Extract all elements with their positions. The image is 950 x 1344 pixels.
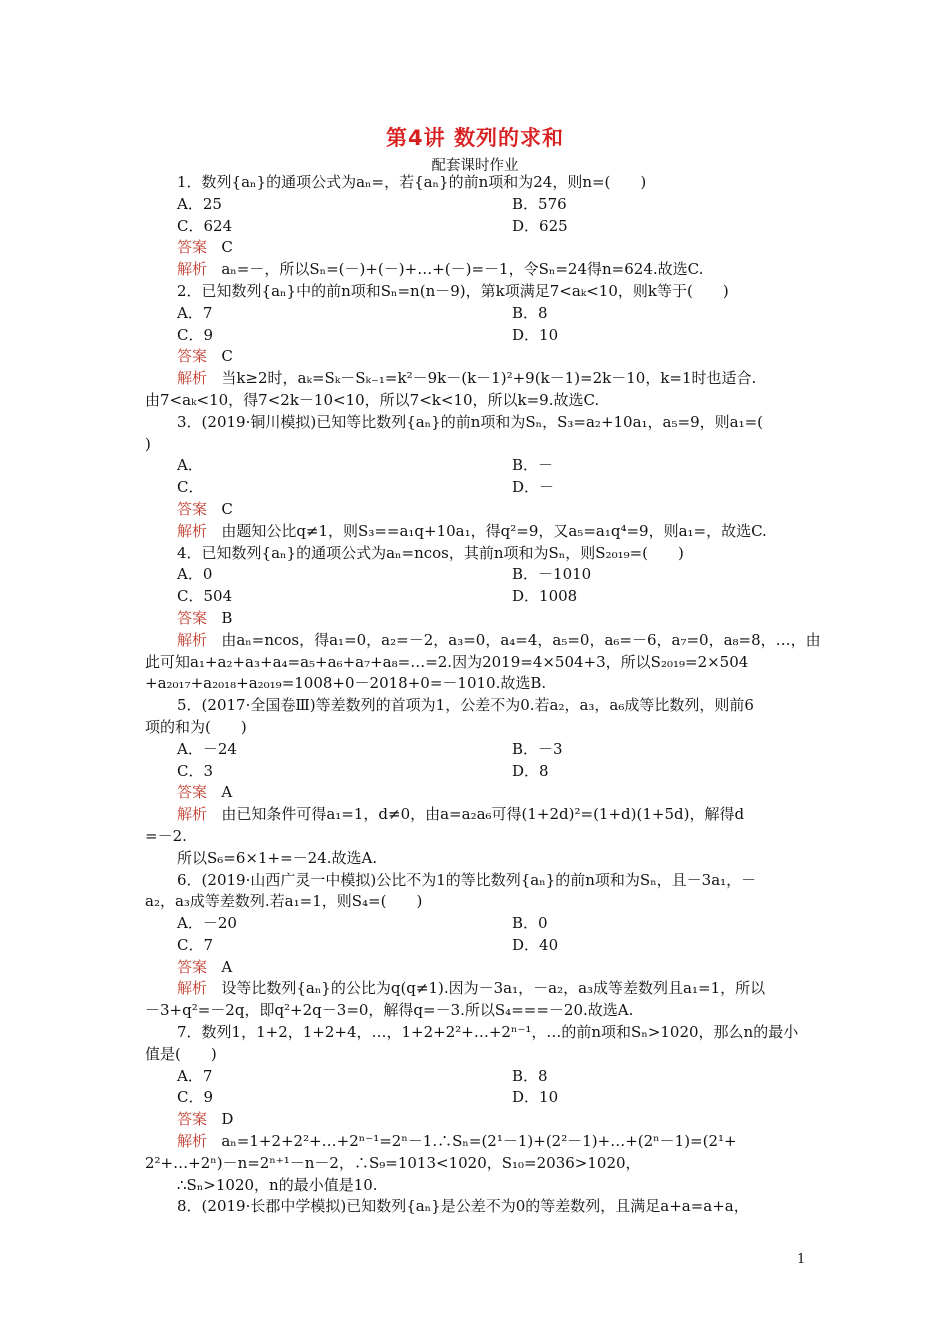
answer-line <box>145 957 807 979</box>
page-subtitle: 配套课时作业 <box>431 158 519 174</box>
analysis-text: aₙ=1+2+2²+…+2ⁿ⁻¹=2ⁿ－1.∴Sₙ=(2¹－1)+(2²－1)+…+(2ⁿ－1)=(2¹+ <box>221 1132 737 1151</box>
answer-line <box>145 346 807 368</box>
question-line <box>145 281 807 303</box>
analysis-line <box>145 259 807 281</box>
question-line <box>145 172 807 194</box>
answer-label: 答案 <box>177 1110 208 1129</box>
answer-line <box>145 608 807 630</box>
option-left: A．7 <box>177 303 213 322</box>
option-right: B．－3 <box>512 739 563 758</box>
answer-text: C <box>221 499 233 518</box>
line-text: 值是( ) <box>145 1044 217 1063</box>
answer-label: 答案 <box>177 957 208 976</box>
continuation-line <box>145 652 807 674</box>
continuation-line <box>145 717 807 739</box>
analysis-label: 解析 <box>177 805 208 824</box>
option-row <box>145 586 807 608</box>
line-text: 项的和为( ) <box>145 717 247 736</box>
exercise-content <box>145 172 821 1218</box>
analysis-line <box>145 1131 807 1153</box>
line-text: 5．(2017·全国卷Ⅲ)等差数列的首项为1，公差不为0.若a₂，a₃，a₆成等比数列，则前6 <box>177 696 754 715</box>
option-row <box>145 761 807 783</box>
answer-line <box>145 499 807 521</box>
option-row <box>145 303 807 325</box>
line-text: －3+q²=－2q，即q²+2q－3=0，解得q=－3.所以S₄===－20.故选A. <box>145 1001 634 1020</box>
answer-text: B <box>221 608 233 627</box>
line-text: 4．已知数列{aₙ}的通项公式为aₙ=ncos，其前n项和为Sₙ，则S₂₀₁₉=( ) <box>177 543 684 562</box>
option-row <box>145 913 807 935</box>
continuation-line <box>145 673 807 695</box>
option-right: D．1008 <box>512 587 578 606</box>
answer-label: 答案 <box>177 238 208 257</box>
question-line <box>145 412 807 434</box>
line-text: 8．(2019·长郡中学模拟)已知数列{aₙ}是公差不为0的等差数列，且满足a+a=a+a， <box>177 1197 749 1216</box>
option-left: C．624 <box>177 216 233 235</box>
analysis-label: 解析 <box>177 369 208 388</box>
analysis-text: 由已知条件可得a₁=1，d≠0，由a=a₂a₆可得(1+2d)²=(1+d)(1+5d)，解得d <box>221 805 745 824</box>
option-right: D．625 <box>512 216 568 235</box>
answer-label: 答案 <box>177 499 208 518</box>
option-right: B．－1010 <box>512 565 592 584</box>
continuation-line <box>145 826 807 848</box>
option-right: B．576 <box>512 194 567 213</box>
question-line <box>145 848 807 870</box>
line-text: =－2. <box>145 826 187 845</box>
option-right: D．10 <box>512 1088 559 1107</box>
option-row <box>145 1087 807 1109</box>
option-row <box>145 477 807 499</box>
analysis-line <box>145 521 807 543</box>
analysis-label: 解析 <box>177 521 208 540</box>
page-number: 1 <box>797 1252 806 1267</box>
option-right: B．8 <box>512 303 548 322</box>
line-text: 此可知a₁+a₂+a₃+a₄=a₅+a₆+a₇+a₈=…=2.因为2019=4×504+3，所以S₂₀₁₉=2×504 <box>145 652 749 671</box>
question-line <box>145 1196 807 1218</box>
option-left: A．25 <box>177 194 222 213</box>
line-text: +a₂₀₁₇+a₂₀₁₈+a₂₀₁₉=1008+0－2018+0=－1010.故选B. <box>145 674 547 693</box>
option-right: D．10 <box>512 325 559 344</box>
option-left: A．0 <box>177 565 213 584</box>
answer-text: A <box>221 957 233 976</box>
option-left: C．504 <box>177 587 233 606</box>
option-row <box>145 325 807 347</box>
answer-text: A <box>221 783 233 802</box>
analysis-line <box>145 804 807 826</box>
option-row <box>145 455 807 477</box>
answer-label: 答案 <box>177 783 208 802</box>
option-row <box>145 1066 807 1088</box>
question-line <box>145 870 807 892</box>
answer-text: D <box>221 1110 234 1129</box>
line-text: 6．(2019·山西广灵一中模拟)公比不为1的等比数列{aₙ}的前n项和为Sₙ，且－3a₁，－ <box>177 870 757 889</box>
answer-text: C <box>221 238 233 257</box>
line-text: 7．数列1，1+2，1+2+4，…，1+2+2²+…+2ⁿ⁻¹，…的前n项和Sₙ>1020，那么n的最小 <box>177 1023 799 1042</box>
option-left: C．3 <box>177 761 214 780</box>
analysis-label: 解析 <box>177 979 208 998</box>
line-text: 2²+…+2ⁿ)－n=2ⁿ⁺¹－n－2，∴S₉=1013<1020，S₁₀=2036>1020， <box>145 1153 641 1172</box>
continuation-line <box>145 1044 807 1066</box>
option-left: C．7 <box>177 935 214 954</box>
analysis-label: 解析 <box>177 1132 208 1151</box>
question-line <box>145 1175 807 1197</box>
continuation-line <box>145 891 807 913</box>
analysis-line <box>145 630 821 652</box>
page-title: 第4讲 数列的求和 <box>386 126 564 150</box>
line-text: 2．已知数列{aₙ}中的前n项和Sₙ=n(n－9)，第k项满足7<aₖ<10，则k等于( ) <box>177 281 729 300</box>
analysis-text: 由aₙ=ncos，得a₁=0，a₂=－2，a₃=0，a₄=4，a₅=0，a₆=－6，a₇=0，a₈=8，…，由 <box>221 630 821 649</box>
option-left: C． <box>177 478 204 497</box>
option-right: B．8 <box>512 1066 548 1085</box>
option-right: D．8 <box>512 761 549 780</box>
option-left: C．9 <box>177 325 214 344</box>
line-text: ) <box>145 434 151 453</box>
analysis-text: 由题知公比q≠1，则S₃==a₁q+10a₁，得q²=9，又a₅=a₁q⁴=9，则a₁=，故选C. <box>221 521 767 540</box>
continuation-line <box>145 390 807 412</box>
option-row <box>145 216 807 238</box>
option-row <box>145 739 807 761</box>
continuation-line <box>145 1000 807 1022</box>
option-left: A．－24 <box>177 739 237 758</box>
line-text: 1．数列{aₙ}的通项公式为aₙ=，若{aₙ}的前n项和为24，则n=( ) <box>177 173 647 191</box>
line-text: 由7<aₖ<10，得7<2k－10<10，所以7<k<10，所以k=9.故选C. <box>145 390 600 409</box>
analysis-text: 设等比数列{aₙ}的公比为q(q≠1).因为－3a₁，－a₂，a₃成等差数列且a₁=1，所以 <box>221 979 766 998</box>
answer-line <box>145 237 807 259</box>
option-left: C．9 <box>177 1088 214 1107</box>
analysis-label: 解析 <box>177 260 208 279</box>
analysis-line <box>145 368 807 390</box>
answer-line <box>145 782 807 804</box>
analysis-text: aₙ=－，所以Sₙ=(－)+(－)+…+(－)=－1，令Sₙ=24得n=624.故选C. <box>221 260 704 279</box>
option-right: D．40 <box>512 935 559 954</box>
line-text: 所以S₆=6×1+=－24.故选A. <box>177 848 378 867</box>
question-line <box>145 695 807 717</box>
analysis-line <box>145 978 807 1000</box>
answer-text: C <box>221 347 233 366</box>
answer-label: 答案 <box>177 608 208 627</box>
answer-line <box>145 1109 807 1131</box>
option-left: A． <box>177 456 203 475</box>
question-line <box>145 1022 807 1044</box>
answer-label: 答案 <box>177 347 208 366</box>
option-right: B．0 <box>512 914 548 933</box>
option-left: A．7 <box>177 1066 213 1085</box>
option-left: A．－20 <box>177 914 237 933</box>
question-line <box>145 543 807 565</box>
continuation-line <box>145 1153 807 1175</box>
analysis-label: 解析 <box>177 630 208 649</box>
analysis-text: 当k≥2时，aₖ=Sₖ－Sₖ₋₁=k²－9k－(k－1)²+9(k－1)=2k－10，k=1时也适合. <box>221 369 757 388</box>
line-text: 3．(2019·铜川模拟)已知等比数列{aₙ}的前n项和为Sₙ，S₃=a₂+10a₁，a₅=9，则a₁=( <box>177 412 764 431</box>
line-text: ∴Sₙ>1020，n的最小值是10. <box>177 1175 378 1194</box>
option-row <box>145 564 807 586</box>
continuation-line <box>145 434 807 456</box>
option-row <box>145 194 807 216</box>
option-right: B．－ <box>512 456 554 475</box>
line-text: a₂，a₃成等差数列.若a₁=1，则S₄=( ) <box>145 892 423 911</box>
option-right: D．－ <box>512 478 555 497</box>
option-row <box>145 935 807 957</box>
